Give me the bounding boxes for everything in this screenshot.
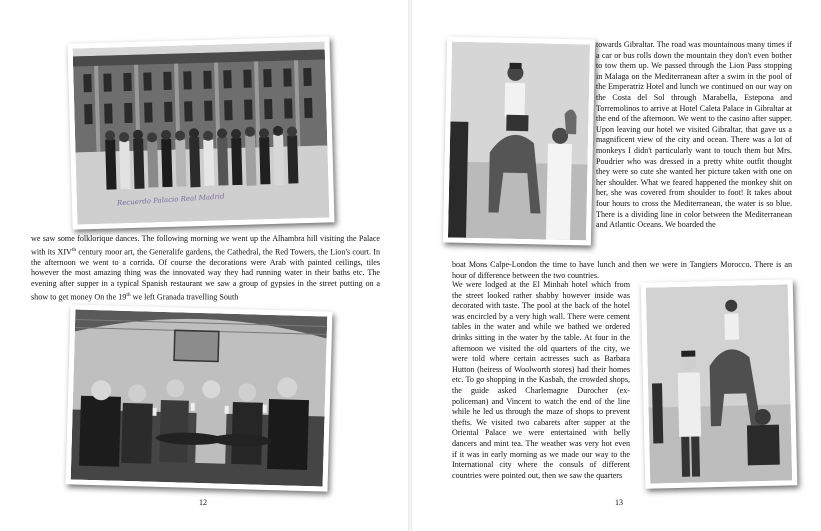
right-page-text-bottom: We were lodged at the El Minhah hotel which from the street looked rather shabby however inside was decorated with taste. The pool at the back of the hotel was encircled by a very high wall. There were cement tables in the water and while we bathed we ordered drinks sitting in the water by the table. At four in the afternoon we visited the old quarters of the city, we were told where certain actresses such as Barbara Hutton (heiress of Woolworth stores) had their homes etc. To go shopping in the Kasbah, the crowded shops, the guide asked Charlemagne Durocher (ex-policeman) and Vincent to watch the end of the line while he led us through the maze of shops to prevent thefts. We visited two cabarets after supper at the Oriental Palace we were entertained with belly dancers and mint tea. The weather was very hot even if it was in early morning as we made our way to the International city where the consuls of different countries were pointed out, then we saw the quarters [452,280,630,480]
left-text-end: we left Granada travelling South [130,292,239,302]
left-text-mid: century moor art, the Generalife gardens, the Cathedral, the Red Towers, the Lion's court. In the afternoon we went to a corrida. Of course the decorations were Arab with painted ceilings, tiles however the most amazing thing was the innovated way they had running water in their baths etc. The evening after supper in a typical Spanish restaurant we saw a group of gypsies in the street putting on a show to get money On the 19 [31,247,381,302]
right-page-text-full-width: boat Mons Calpe-London the time to have lunch and then we were in Tangiers Morocco. There is an hour of difference between the two countries. [452,260,792,280]
page-number-right: 13 [615,498,623,507]
left-text-intro: we saw some folklorique dances. The following morning we went up the Alhambra hill visiting the Palace with its XIV [31,234,380,257]
page-number-left: 12 [199,498,207,507]
camel-tourist-image [646,284,792,483]
restaurant-image [71,310,328,487]
photo-camel-tourist [641,279,798,488]
photo-caption-stamp: Recuerdo Palacio Real Madrid [116,192,225,208]
book-gutter [408,0,412,531]
right-page-text-top: towards Gibraltar. The road was mountainous many times if a car or bus rolls down the mountain they don't even bother to tow them up. We passed through the Lion Pass stopping in Malaga on the Mediterranean after a swim in the pool of the Emperatriz Hotel and lunch we continued on our way on the Costa del Sol through Marabella, Estepona and Torremolinos to arrive at Hotel Caleta Palace in Gibraltar at the end of the afternoon. We went to the casino after supper. Upon leaving our hotel we visited Gibraltar, that gave us a magnificent view of the city and ocean. There was a lot of monkeys I didn't particularly want to touch them but Mrs. Poudrier who was dressed in a pretty white outfit thought they were so cute she wanted her picture taken with one on her shoulder. What we feared happened the monkey shit on her, she was covered from shoulder to foot! It takes about four hours to cross the Mediterranean, the water is so blue. There is a dividing line in color between the Mediterranean and Atlantic Oceans. We boarded the [596,40,792,230]
camel-ride-image [448,42,590,241]
photo-restaurant-toast [66,304,333,491]
superscript-th-2: th [126,291,131,298]
photo-camel-ride [443,36,595,245]
photo-palace-group [67,36,334,229]
superscript-th-1: th [71,246,77,253]
left-page-body-text [31,234,380,303]
